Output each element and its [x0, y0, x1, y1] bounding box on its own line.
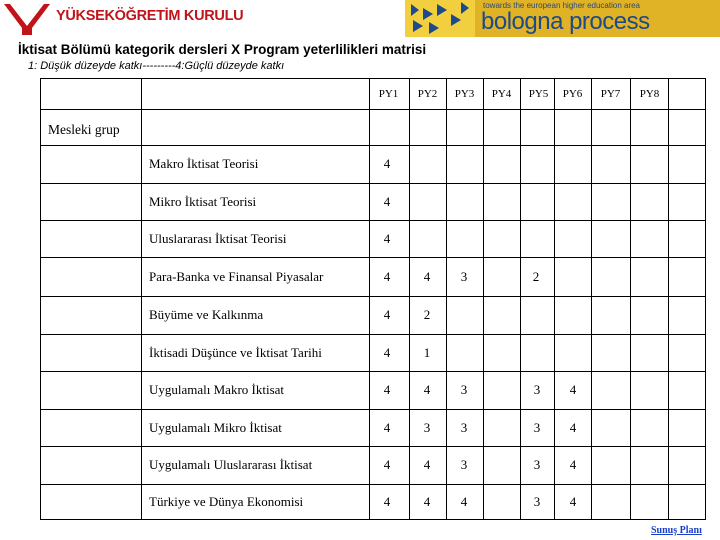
score-cell: 4 — [383, 231, 391, 246]
score-cell: 4 — [569, 420, 577, 435]
bologna-tagline: towards the european higher education area — [483, 1, 640, 10]
score-cell: 4 — [569, 494, 577, 509]
grid-line — [40, 78, 41, 519]
score-cell: 4 — [383, 420, 391, 435]
score-cell: 4 — [423, 382, 431, 397]
score-cell: 3 — [533, 457, 541, 472]
grid-line — [40, 220, 706, 221]
score-cell: 4 — [383, 345, 391, 360]
course-name: Makro İktisat Teorisi — [149, 156, 259, 171]
grid-line — [40, 409, 706, 410]
course-name: Uygulamalı Mikro İktisat — [149, 420, 282, 435]
score-cell: 4 — [423, 494, 431, 509]
course-name: Para-Banka ve Finansal Piyasalar — [149, 269, 324, 284]
score-cell: 4 — [383, 382, 391, 397]
grid-line — [40, 257, 706, 258]
score-cell: 4 — [383, 194, 391, 209]
score-cell: 4 — [423, 269, 431, 284]
score-cell: 3 — [460, 457, 468, 472]
bologna-title-strip — [475, 0, 720, 37]
column-header-py7: PY7 — [600, 88, 621, 100]
grid-line — [40, 109, 706, 110]
score-cell: 4 — [569, 457, 577, 472]
score-cell: 4 — [460, 494, 468, 509]
score-cell: 3 — [533, 420, 541, 435]
course-name: Büyüme ve Kalkınma — [149, 307, 264, 322]
score-cell: 4 — [423, 457, 431, 472]
score-cell: 4 — [569, 382, 577, 397]
score-cell: 3 — [460, 269, 468, 284]
column-header-py2: PY2 — [417, 88, 438, 100]
score-cell: 3 — [460, 420, 468, 435]
grid-line — [668, 78, 669, 519]
grid-line — [409, 78, 410, 519]
grid-line — [446, 78, 447, 519]
grid-line — [40, 371, 706, 372]
score-cell: 1 — [423, 345, 431, 360]
course-name: İktisadi Düşünce ve İktisat Tarihi — [149, 345, 322, 360]
column-header-py8: PY8 — [639, 88, 660, 100]
contribution-legend: 1: Düşük düzeyde katkı---------4:Güçlü düzeyde katkı — [28, 60, 285, 72]
score-cell: 4 — [383, 457, 391, 472]
column-header-py6: PY6 — [562, 88, 583, 100]
presentation-plan-link[interactable]: Sunuş Planı — [651, 525, 702, 536]
column-header-py5: PY5 — [528, 88, 549, 100]
grid-line — [520, 78, 521, 519]
grid-line — [369, 78, 370, 519]
grid-line — [705, 78, 706, 519]
grid-line — [40, 446, 706, 447]
grid-line — [40, 183, 706, 184]
bologna-emblem-icon — [405, 0, 475, 37]
grid-line — [40, 484, 706, 485]
score-cell: 3 — [533, 382, 541, 397]
group-label: Mesleki grup — [48, 122, 120, 137]
grid-line — [40, 145, 706, 146]
score-cell: 4 — [383, 156, 391, 171]
course-name: Uygulamalı Uluslararası İktisat — [149, 457, 313, 472]
grid-line — [483, 78, 484, 519]
course-name: Uygulamalı Makro İktisat — [149, 382, 285, 397]
bologna-title: bologna process — [481, 8, 650, 35]
yok-logo-text: YÜKSEKÖĞRETİM KURULU — [56, 8, 244, 24]
score-cell: 4 — [383, 269, 391, 284]
score-cell: 4 — [383, 307, 391, 322]
grid-line — [591, 78, 592, 519]
score-cell: 3 — [423, 420, 431, 435]
score-cell: 3 — [533, 494, 541, 509]
yok-logo — [2, 2, 244, 36]
score-cell: 3 — [460, 382, 468, 397]
grid-line — [40, 334, 706, 335]
score-cell: 4 — [383, 494, 391, 509]
score-cell: 2 — [423, 307, 431, 322]
grid-line — [40, 78, 706, 79]
score-cell: 2 — [532, 269, 540, 284]
grid-line — [40, 519, 706, 520]
grid-line — [40, 296, 706, 297]
grid-line — [141, 78, 142, 519]
yok-emblem-icon — [2, 2, 52, 36]
bologna-process-banner — [405, 0, 720, 37]
course-name: Mikro İktisat Teorisi — [149, 194, 257, 209]
column-header-py4: PY4 — [491, 88, 512, 100]
course-name: Türkiye ve Dünya Ekonomisi — [149, 494, 304, 509]
grid-line — [554, 78, 555, 519]
page-title: İktisat Bölümü kategorik dersleri X Program yeterlilikleri matrisi — [18, 42, 427, 57]
course-name: Uluslararası İktisat Teorisi — [149, 231, 287, 246]
grid-line — [630, 78, 631, 519]
column-header-py3: PY3 — [454, 88, 475, 100]
column-header-py1: PY1 — [378, 88, 399, 100]
